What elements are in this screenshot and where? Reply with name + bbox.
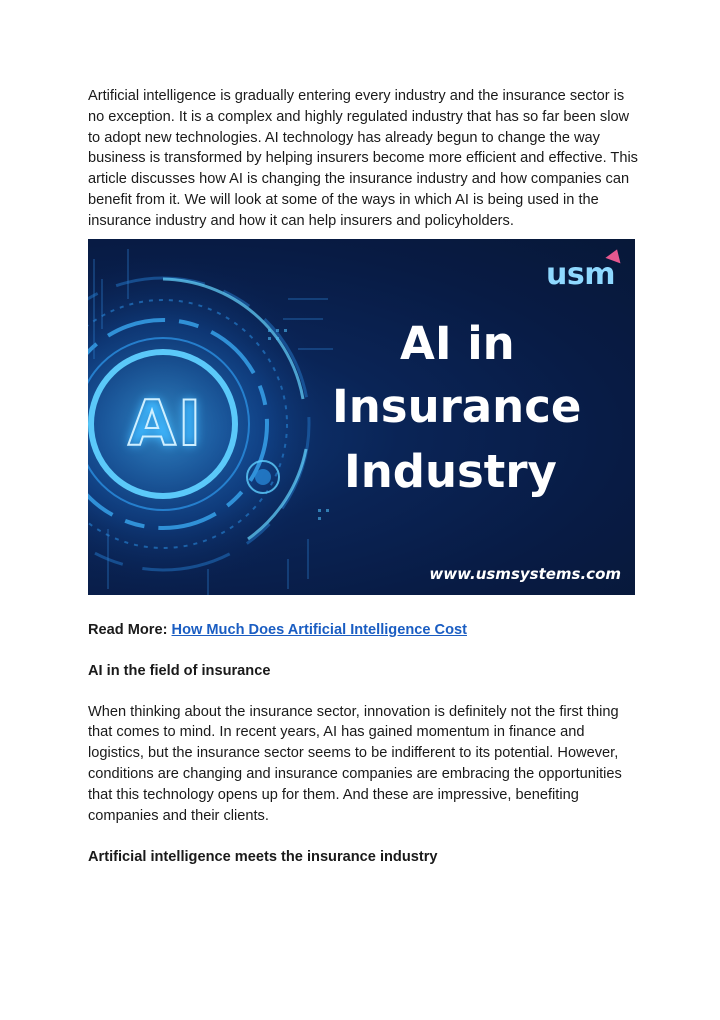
section-heading-ai-insurance: AI in the field of insurance bbox=[88, 662, 271, 679]
section-heading-ai-meets-insurance: Artificial intelligence meets the insurance industry bbox=[88, 849, 438, 866]
intro-paragraph: Artificial intelligence is gradually entering every industry and the insurance sector is no exception. It is a complex and highly regulated industry that has so far been slow to adopt new technologies. AI technology has already begun to change the way business is transformed by helping insurers become more efficient and effective. This article discusses how AI is changing the insurance industry and how companies can benefit from it. We will look at some of the ways in which AI is being used in the insurance industry and how it can help insurers and policyholders. bbox=[88, 88, 638, 229]
ai-glowing-letters: AI bbox=[128, 386, 204, 460]
read-more-label: Read More: bbox=[88, 621, 168, 638]
banner-website: www.usmsystems.com bbox=[429, 564, 621, 583]
section-paragraph-ai-insurance: When thinking about the insurance sector, innovation is definitely not the first thing that comes to mind. In recent years, AI has gained momentum in finance and logistics, but the insurance sector seems to be indifferent to its potential. However, conditions are changing and insurance companies are embracing the opportunities that this technology opens up for them. And these are impressive, benefiting companies and their clients. bbox=[88, 703, 622, 824]
document-page bbox=[88, 86, 640, 867]
ai-insurance-banner-image bbox=[88, 239, 635, 595]
usm-logo: usm bbox=[546, 256, 615, 292]
banner-title-line-3: Industry bbox=[344, 444, 557, 498]
banner-title-line-1: AI in bbox=[400, 316, 515, 370]
banner-title-line-2: Insurance bbox=[332, 379, 582, 433]
read-more-line bbox=[88, 620, 640, 640]
read-more-link[interactable]: How Much Does Artificial Intelligence Cost bbox=[171, 621, 467, 638]
